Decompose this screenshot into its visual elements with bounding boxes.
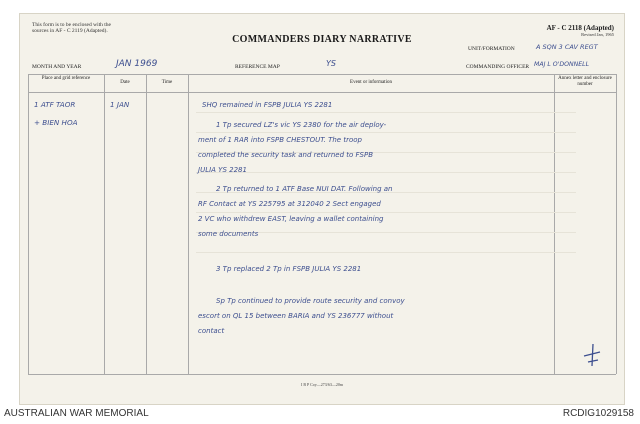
ruled-line [196, 132, 576, 133]
ruled-line [196, 252, 576, 253]
diary-entry-line: escort on QL 15 between BARIA and YS 236777 without [198, 312, 394, 320]
col-header-place: Place and grid reference [41, 76, 91, 81]
col-rule [28, 74, 29, 374]
diary-entry-line: ment of 1 RAR into FSPB CHESTOUT. The troop [198, 136, 362, 144]
diary-entry-line: some documents [198, 230, 259, 238]
table-bottom-rule [28, 374, 616, 375]
diary-entry-line: SHQ remained in FSPB JULIA YS 2281 [202, 101, 333, 109]
table-top-rule [28, 74, 616, 75]
diary-entry-line: Sp Tp continued to provide route security and convoy [216, 297, 405, 305]
diary-entry-line: 3 Tp replaced 2 Tp in FSPB JULIA YS 2281 [216, 265, 362, 273]
page-title: COMMANDERS DIARY NARRATIVE [232, 34, 412, 45]
refmap-value: YS [326, 59, 336, 68]
col-header-time: Time [161, 80, 173, 85]
enclosure-note-line: This form is to be enclosed with the [32, 22, 111, 28]
place-entry: + BIEN HOA [34, 118, 78, 127]
diary-entry-line: RF Contact at YS 225795 at 312040 2 Sect engaged [198, 200, 381, 208]
col-header-annex: Annex letter and enclosure number [558, 76, 612, 87]
handwritten-initial-mark [580, 340, 606, 368]
enclosure-note-line: sources in AF - C 2119 (Adapted). [32, 28, 108, 34]
diary-entry-line: 2 Tp returned to 1 ATF Base NUI DAT. Following an [216, 185, 393, 193]
diary-entry-line: contact [198, 327, 225, 335]
co-label: COMMANDING OFFICER [466, 64, 530, 70]
ruled-line [196, 212, 576, 213]
col-header-event: Event or information [350, 80, 392, 85]
col-rule [616, 74, 617, 374]
col-rule [188, 74, 189, 374]
ruled-line [196, 112, 576, 113]
diary-entry-line: completed the security task and returned to FSPB [198, 151, 374, 159]
form-number: AF - C 2118 (Adapted) [546, 24, 614, 32]
col-rule [146, 74, 147, 374]
place-entry: 1 ATF TAOR [34, 100, 76, 109]
diary-entry-line: JULIA YS 2281 [198, 166, 247, 174]
credit-institution: AUSTRALIAN WAR MEMORIAL [4, 408, 149, 419]
month-value: JAN 1969 [116, 59, 158, 69]
header-row-rule [28, 92, 616, 93]
month-label: MONTH AND YEAR [32, 64, 82, 70]
col-rule [104, 74, 105, 374]
co-value: MAJ L O'DONNELL [534, 61, 590, 68]
refmap-label: REFERENCE MAP [235, 64, 280, 70]
enclosure-note [32, 22, 152, 34]
diary-sheet [20, 14, 624, 404]
diary-entry-line: 1 Tp secured LZ's vic YS 2380 for the air deploy- [216, 121, 387, 129]
date-entry: 1 JAN [110, 100, 130, 109]
credit-catalogue-id: RCDIG1029158 [562, 408, 634, 419]
unit-value: A SQN 3 CAV REGT [536, 43, 598, 51]
unit-label: UNIT/FORMATION [468, 46, 515, 52]
printer-note: I B P Coy—273/63—20m [301, 382, 343, 387]
col-header-date: Date [120, 80, 130, 85]
diary-entry-line: 2 VC who withdrew EAST, leaving a wallet containing [198, 215, 384, 223]
revised-date: Revised Jan, 1965 [581, 32, 614, 37]
